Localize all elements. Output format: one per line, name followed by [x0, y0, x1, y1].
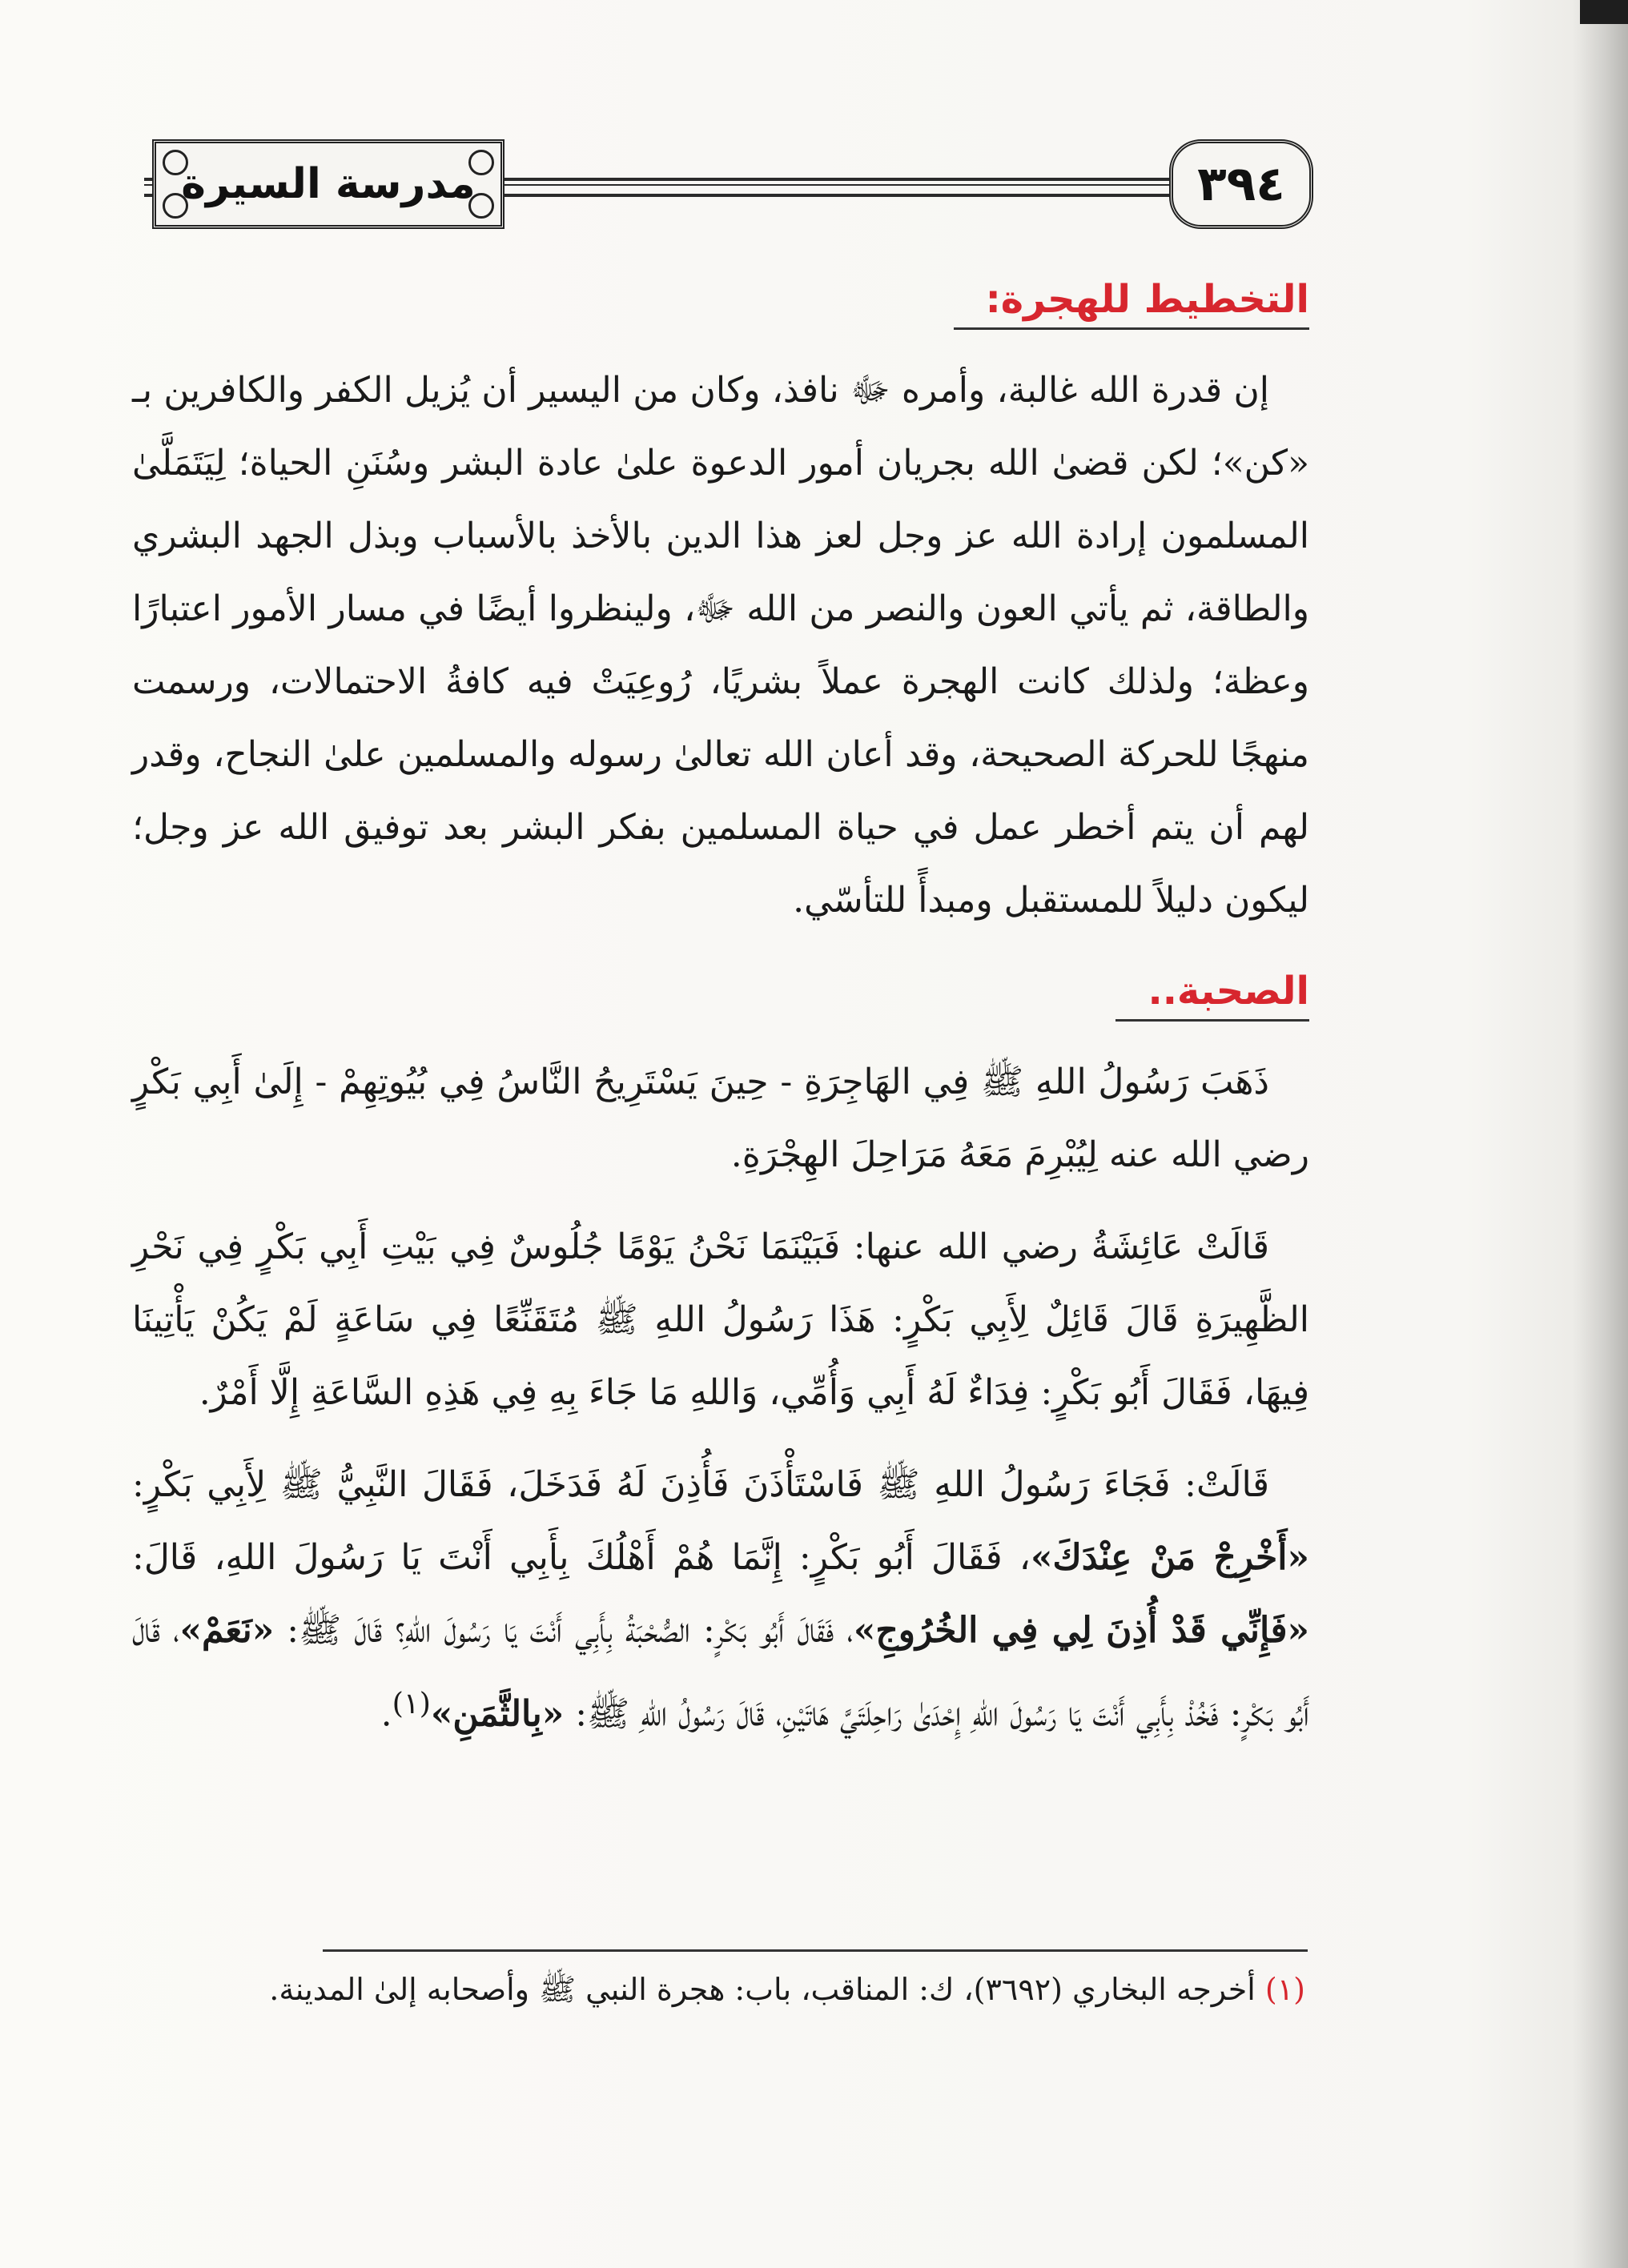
prophetic-quote: «نَعَمْ»	[179, 1610, 275, 1651]
footnote-number: (١)	[1264, 1972, 1305, 2007]
narration-text: ، فَقَالَ أَبُو بَكْرٍ: الصُّحْبَةُ بِأَبِي أَنْتَ يَا رَسُولَ اللهِ؟ قَالَ ﷺ:	[274, 1610, 854, 1651]
page-number-frame	[1169, 139, 1313, 229]
page-content	[132, 264, 1309, 1751]
paragraph: ذَهَبَ رَسُولُ اللهِ ﷺ فِي الهَاجِرَةِ - حِينَ يَسْتَرِيحُ النَّاسُ فِي بُيُوتِهِمْ - إِلَىٰ أَبِي بَكْرٍ رضي الله عنه لِيُبْرِمَ مَعَهُ مَرَاحِلَ الهِجْرَةِ.	[132, 1062, 1309, 1175]
ornament-icon	[163, 150, 188, 175]
narration-text: ، قَالَ أَبُو بَكْرٍ: فَخُذْ بِأَبِي أَنْتَ يَا رَسُولَ اللهِ إِحْدَىٰ رَاحِلَتَيَّ هَاتَيْنِ، قَالَ رَسُولُ اللهِ ﷺ:	[132, 1610, 1309, 1735]
page-edge-shadow	[1572, 0, 1628, 2268]
running-title-frame	[152, 139, 504, 229]
corner-mark	[1580, 0, 1628, 24]
narration-text: .	[380, 1693, 392, 1735]
page-number: ٣٩٤	[1197, 156, 1285, 212]
section-heading: التخطيط للهجرة:	[954, 271, 1309, 330]
paragraph: قَالَتْ عَائِشَةُ رضي الله عنها: فَبَيْنَمَا نَحْنُ يَوْمًا جُلُوسٌ فِي بَيْتِ أَبِي بَكْرٍ فِي نَحْرِ الظَّهِيرَةِ قَالَ قَائِلٌ لِأَبِي بَكْرٍ: هَذَا رَسُولُ اللهِ ﷺ مُتَقَنِّعًا فِي سَاعَةٍ لَمْ يَكُنْ يَأْتِينَا فِيهَا، فَقَالَ أَبُو بَكْرٍ: فِدَاءٌ لَهُ أَبِي وَأُمِّي، وَاللهِ مَا جَاءَ بِهِ فِي هَذِهِ السَّاعَةِ إِلَّا أَمْرٌ.	[132, 1226, 1309, 1413]
ornament-icon	[468, 193, 494, 219]
footnote	[136, 1965, 1305, 2013]
prophetic-quote: «فَإِنِّي قَدْ أُذِنَ لِي فِي الخُرُوجِ»	[853, 1610, 1309, 1651]
section-heading: الصحبة..	[1115, 963, 1309, 1022]
narration-text: قَالَتْ: فَجَاءَ رَسُولُ اللهِ ﷺ فَاسْتَأْذَنَ فَأُذِنَ لَهُ فَدَخَلَ، فَقَالَ النَّبِيُّ ﷺ لِأَبِي بَكْرٍ:	[132, 1464, 1269, 1505]
running-title: مدرسة السيرة	[181, 160, 476, 208]
page-header	[144, 128, 1313, 240]
ornament-icon	[163, 193, 188, 219]
paragraph	[132, 1448, 1309, 1751]
prophetic-quote: «بِالثَّمَنِ»	[430, 1693, 565, 1735]
footnote-reference[interactable]: (١)	[392, 1686, 431, 1720]
ornament-icon	[468, 150, 494, 175]
paragraph: إن قدرة الله غالبة، وأمره ﷻ نافذ، وكان من اليسير أن يُزيل الكفر والكافرين بـ «كن»؛ لكن قضىٰ الله بجريان أمور الدعوة علىٰ عادة البشر وسُنَنِ الحياة؛ لِيَتَمَلَّىٰ المسلمون إرادة الله عز وجل لعز هذا الدين بالأخذ بالأسباب وبذل الجهد البشري والطاقة، ثم يأتي العون والنصر من الله ﷻ، ولينظروا أيضًا في مسار الأمور اعتبارًا وعظة؛ ولذلك كانت الهجرة عملاً بشريًا، رُوعِيَتْ فيه كافةُ الاحتمالات، ورسمت منهجًا للحركة الصحيحة، وقد أعان الله تعالىٰ رسوله والمسلمين علىٰ النجاح، وقدر لهم أن يتم أخطر عمل في حياة المسلمين بفكر البشر بعد توفيق الله عز وجل؛ ليكون دليلاً للمستقبل ومبدأً للتأسّي.	[132, 370, 1310, 921]
prophetic-quote: «أَخْرِجْ مَنْ عِنْدَكَ»	[1031, 1537, 1309, 1578]
footnote-separator	[323, 1949, 1308, 1952]
narration-text: ، فَقَالَ أَبُو بَكْرٍ: إِنَّمَا هُمْ أَهْلُكَ بِأَبِي أَنْتَ يَا رَسُولَ اللهِ، قَالَ:	[132, 1537, 1031, 1578]
footnote-text: أخرجه البخاري (٣٦٩٢)، ك: المناقب، باب: هجرة النبي ﷺ وأصحابه إلىٰ المدينة.	[269, 1972, 1256, 2007]
